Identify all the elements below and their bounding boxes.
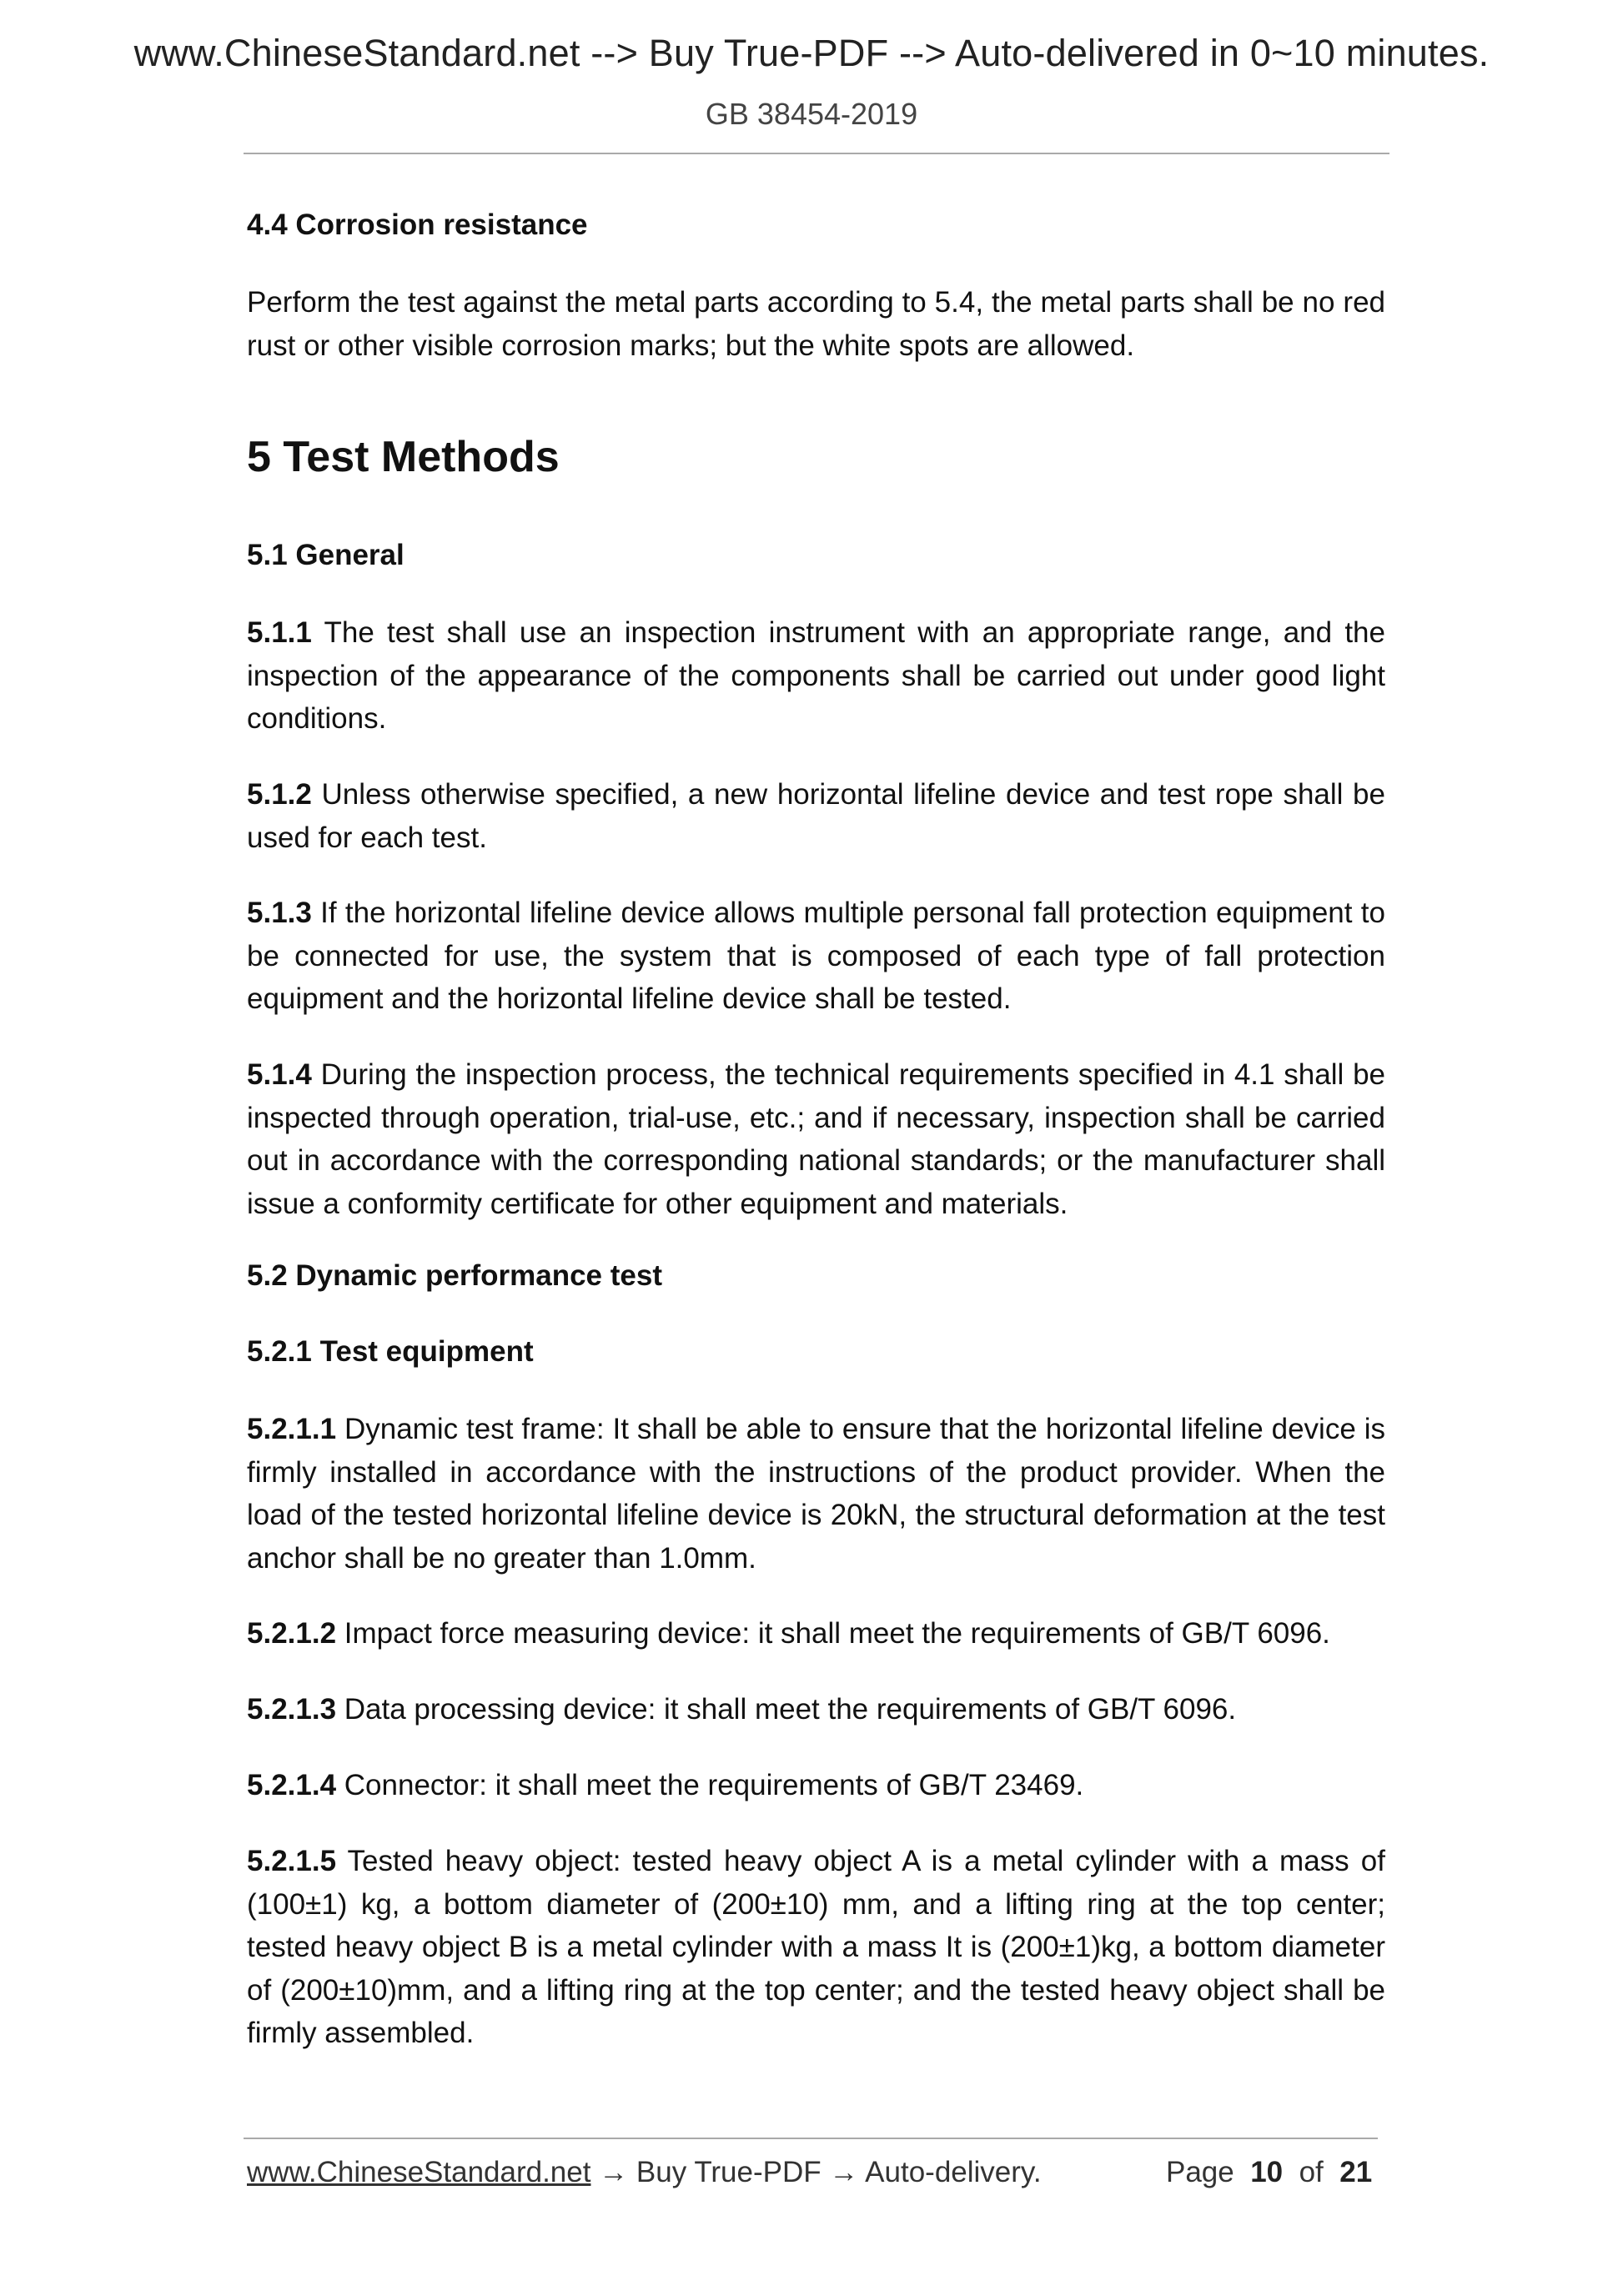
chapter-heading-5: 5 Test Methods bbox=[247, 433, 560, 481]
paragraph-5-2-1-5 bbox=[247, 1840, 1385, 2055]
footer-promo bbox=[247, 2156, 1042, 2189]
page-total: 21 bbox=[1339, 2156, 1373, 2188]
clause-number: 5.2.1.1 bbox=[247, 1413, 337, 1445]
clause-text: Dynamic test frame: It shall be able to ensure that the horizontal lifeline device is firmly installed in accordance with the instructions of the product provider. When the load of the tested horizontal lifeline device is 20kN, the structural deformation at the test anchor shall be no greater than 1.0mm. bbox=[247, 1413, 1385, 1575]
clause-text: Tested heavy object: tested heavy object A is a metal cylinder with a mass of (100±1) kg, a bottom diameter of (200±10) mm, and a lifting ring at the top center; tested heavy object B is a metal cylinder with a mass It is (200±1)kg, a bottom diameter of (200±10)mm, and a lifting ring at the top center; and the tested heavy object shall be firmly assembled. bbox=[247, 1845, 1385, 2049]
paragraph-5-1-3 bbox=[247, 892, 1385, 1021]
header-divider bbox=[244, 153, 1389, 154]
clause-number: 5.2.1.3 bbox=[247, 1693, 337, 1726]
document-id: GB 38454-2019 bbox=[705, 97, 918, 131]
footer-divider bbox=[244, 2138, 1378, 2139]
clause-number: 5.2.1.5 bbox=[247, 1845, 337, 1877]
clause-text: Data processing device: it shall meet the requirements of GB/T 6096. bbox=[336, 1693, 1237, 1726]
clause-text: During the inspection process, the technical requirements specified in 4.1 shall be inspected through operation, trial-use, etc.; and if necessary, inspection shall be carried out in accordance with the corresponding national standards; or the manufacturer shall issue a conformity certificate for other equipment and materials. bbox=[247, 1058, 1385, 1220]
section-heading-5-2: 5.2 Dynamic performance test bbox=[247, 1259, 662, 1292]
footer-promo-text: → Buy True-PDF → Auto-delivery. bbox=[590, 2156, 1042, 2188]
clause-text: If the horizontal lifeline device allows multiple personal fall protection equipment to be connected for use, the system that is composed of each type of fall protection equipment and the horizontal lifeline device shall be tested. bbox=[247, 897, 1385, 1015]
section-heading-5-2-1: 5.2.1 Test equipment bbox=[247, 1335, 534, 1368]
section-heading-5-1: 5.1 General bbox=[247, 539, 404, 571]
paragraph-5-1-1 bbox=[247, 611, 1385, 741]
clause-text: Impact force measuring device: it shall meet the requirements of GB/T 6096. bbox=[336, 1617, 1330, 1650]
clause-number: 5.1.3 bbox=[247, 897, 312, 929]
clause-number: 5.1.4 bbox=[247, 1058, 312, 1091]
footer-site-link[interactable]: www.ChineseStandard.net bbox=[247, 2156, 591, 2188]
clause-text: The test shall use an inspection instrument with an appropriate range, and the inspection of the appearance of the components shall be carried out under good light conditions. bbox=[247, 616, 1385, 735]
clause-number: 5.1.2 bbox=[247, 778, 312, 811]
paragraph-5-2-1-3 bbox=[247, 1688, 1385, 1731]
paragraph-4-4: Perform the test against the metal parts according to 5.4, the metal parts shall be no red rust or other visible corrosion marks; but the white spots are allowed. bbox=[247, 286, 1385, 362]
of-label: of bbox=[1299, 2156, 1324, 2188]
clause-number: 5.2.1.2 bbox=[247, 1617, 337, 1650]
paragraph-5-1-2 bbox=[247, 773, 1385, 859]
section-heading-4-4: 4.4 Corrosion resistance bbox=[247, 208, 588, 241]
clause-number: 5.2.1.4 bbox=[247, 1769, 337, 1801]
page-label: Page bbox=[1166, 2156, 1234, 2188]
clause-text: Connector: it shall meet the requirements of GB/T 23469. bbox=[336, 1769, 1084, 1801]
page-number: 10 bbox=[1250, 2156, 1284, 2188]
clause-text: Unless otherwise specified, a new horizontal lifeline device and test rope shall be used for each test. bbox=[247, 778, 1385, 854]
paragraph-5-2-1-4 bbox=[247, 1764, 1385, 1807]
page-indicator bbox=[1166, 2156, 1372, 2189]
clause-number: 5.1.1 bbox=[247, 616, 312, 649]
paragraph-5-1-4 bbox=[247, 1053, 1385, 1225]
site-banner: www.ChineseStandard.net --> Buy True-PDF --> Auto-delivered in 0~10 minutes. bbox=[133, 32, 1490, 74]
paragraph-5-2-1-1 bbox=[247, 1408, 1385, 1580]
paragraph-5-2-1-2 bbox=[247, 1612, 1385, 1655]
